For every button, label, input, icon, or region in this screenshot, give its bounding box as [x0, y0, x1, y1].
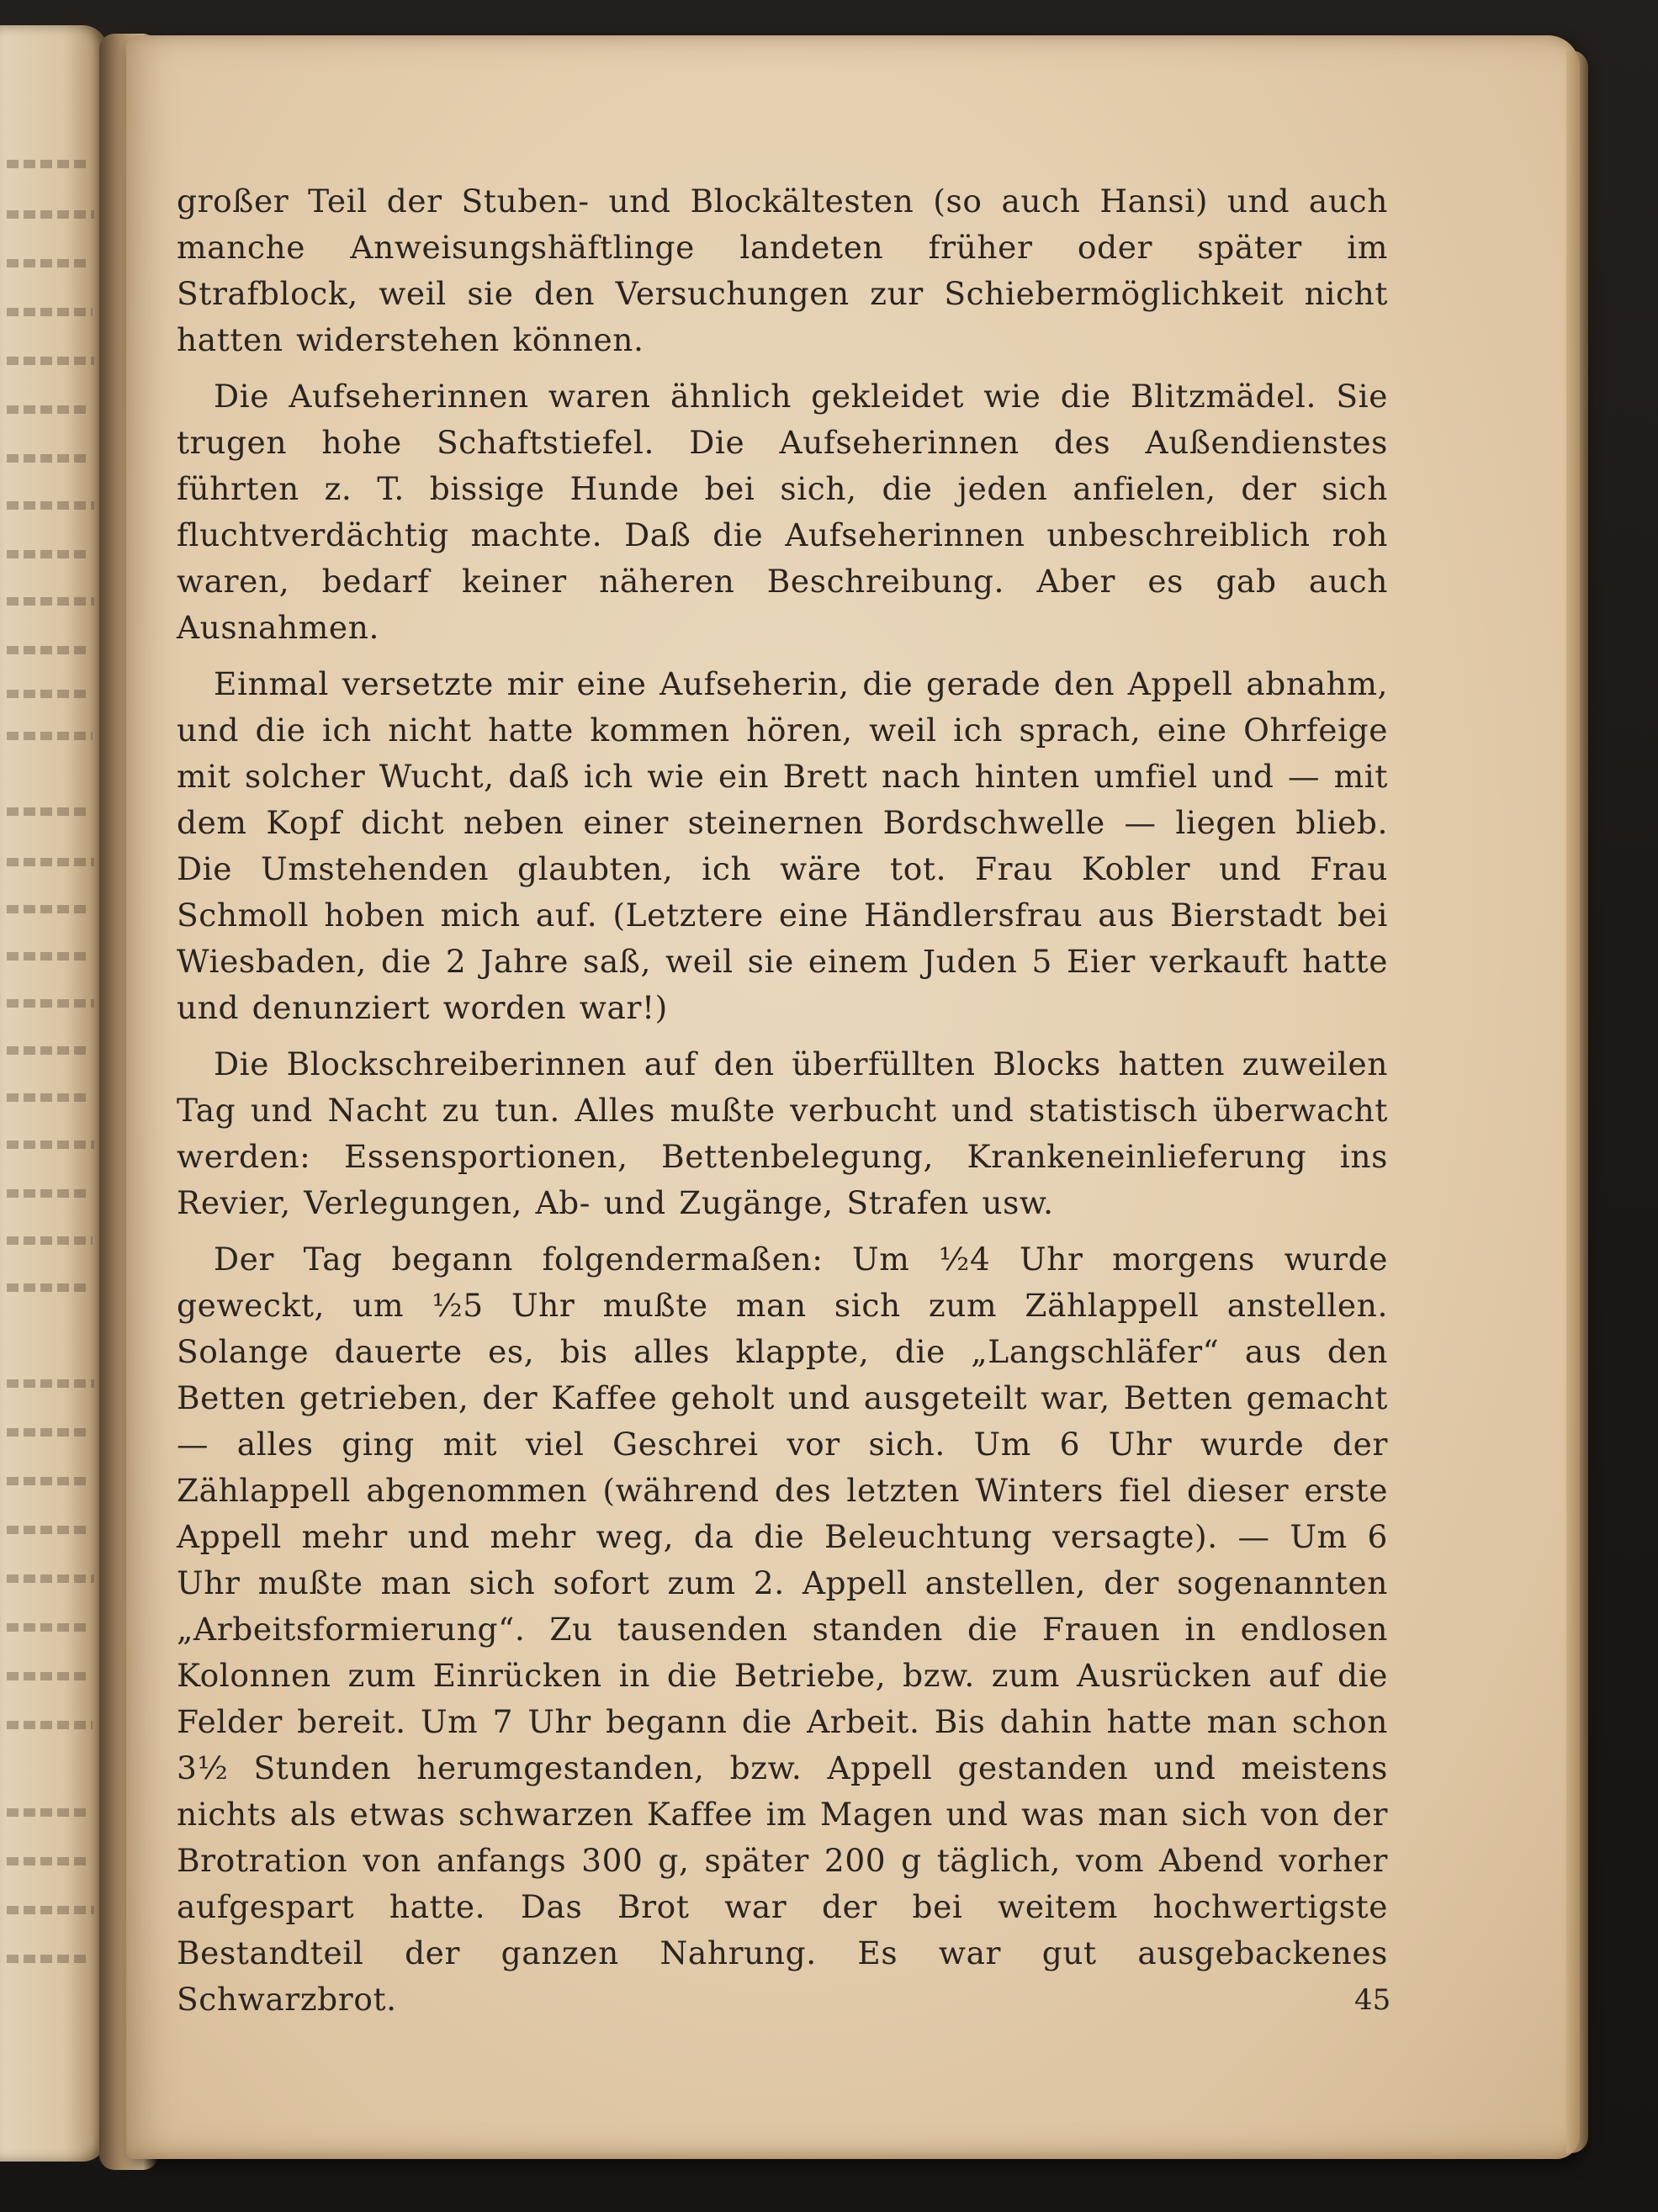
- ghost-text-line: [7, 1623, 91, 1632]
- ghost-text-line: [7, 1721, 93, 1729]
- ghost-text-line: [7, 1477, 91, 1485]
- previous-page-edge: [0, 25, 108, 2162]
- ghost-text-line: [7, 807, 89, 816]
- ghost-text-line: [7, 646, 91, 654]
- ghost-text-line: [7, 1672, 89, 1680]
- ghost-text-line: [7, 1046, 91, 1055]
- ghost-text-line: [7, 1093, 89, 1102]
- ghost-text-line: [7, 1526, 87, 1534]
- paragraph: Die Blockschreiberinnen auf den überfüllten Blocks hatten zuweilen Tag und Nacht zu tun. Alles mußte verbucht und statistisch überwacht werden: Essensportionen, Bettenbelegung, Krankeneinlieferung ins Revier, Verlegungen, Ab- und Zugänge, Strafen usw.: [177, 1045, 1388, 1221]
- ghost-text-line: [7, 357, 94, 365]
- ghost-text-line: [7, 454, 91, 463]
- ghost-text-line: [7, 952, 87, 960]
- ghost-text-line: [7, 1857, 87, 1865]
- ghost-text-line: [7, 550, 87, 558]
- page-text: [177, 178, 1391, 2033]
- ghost-text-line: [7, 690, 87, 698]
- ghost-text-line: [7, 1140, 94, 1149]
- paragraph: großer Teil der Stuben- und Blockältesten (so auch Hansi) und auch manche Anweisungshäftlinge landeten früher oder später im Strafblock, weil sie den Versuchungen zur Schiebermöglichkeit nicht hatten widerstehen können.: [177, 183, 1388, 358]
- page-number: 45: [1354, 1983, 1391, 2017]
- ghost-text-line: [7, 1428, 89, 1437]
- paragraph: Die Aufseherinnen waren ähnlich gekleidet wie die Blitzmädel. Sie trugen hohe Schaftstiefel. Die Aufseherinnen des Außendienstes führten z. T. bissige Hunde bei sich, die jeden anfielen, der sich fluchtverdächtig machte. Daß die Aufseherinnen unbeschreiblich roh waren, bedarf keiner näheren Beschreibung. Aber es gab auch Ausnahmen.: [177, 378, 1388, 646]
- ghost-text-line: [7, 308, 93, 316]
- ghost-text-line: [7, 1379, 94, 1388]
- ghost-text-line: [7, 1236, 93, 1245]
- ghost-text-line: [7, 1808, 91, 1817]
- ghost-text-line: [7, 160, 91, 168]
- ghost-text-line: [7, 259, 87, 267]
- ghost-text-line: [7, 210, 94, 219]
- ghost-text-line: [7, 1574, 94, 1583]
- paragraph: Der Tag begann folgendermaßen: Um ½4 Uhr morgens wurde geweckt, um ½5 Uhr mußte man sich zum Zählappell anstellen. Solange dauerte es, bis alles klappte, die „Langschläfer“ aus den Betten getrieben, der Kaffee geholt und ausgeteilt war, Betten gemacht — alles ging mit viel Geschrei vor sich. Um 6 Uhr wurde der Zählappell abgenommen (während des letzten Winters fiel dieser erste Appell mehr und mehr weg, da die Beleuchtung versagte). — Um 6 Uhr mußte man sich sofort zum 2. Appell anstellen, der sogenannten „Arbeitsformierung“. Zu tausenden standen die Frauen in endlosen Kolonnen zum Einrücken in die Betriebe, bzw. zum Ausrücken auf die Felder bereit. Um 7 Uhr begann die Arbeit. Bis dahin hatte man schon 3½ Stunden herumgestanden, bzw. Appell gestanden und meistens nichts als etwas schwarzen Kaffee im Magen und was man sich von der Brotration von anfangs 300 g, später 200 g täglich, vom Abend vorher aufgespart hatte. Das Brot war der bei weitem hochwertigste Bestandteil der ganzen Nahrung. Es war gut ausgebackenes Schwarzbrot.: [177, 1241, 1388, 2018]
- ghost-text-line: [7, 858, 94, 866]
- ghost-text-line: [7, 732, 93, 740]
- paragraph: Einmal versetzte mir eine Aufseherin, die gerade den Appell abnahm, und die ich nicht hatte kommen hören, weil ich sprach, eine Ohrfeige mit solcher Wucht, daß ich wie ein Brett nach hinten umfiel und — mit dem Kopf dicht neben einer steinernen Bordschwelle — liegen blieb. Die Umstehenden glaubten, ich wäre tot. Frau Kobler und Frau Schmoll hoben mich auf. (Letztere eine Händlersfrau aus Bierstadt bei Wiesbaden, die 2 Jahre saß, weil sie einem Juden 5 Eier verkauft hatte und denunziert worden war!): [177, 665, 1388, 1026]
- ghost-text-line: [7, 905, 91, 913]
- ghost-text-line: [7, 1955, 89, 1963]
- page-edge-shadow: [1566, 50, 1588, 2153]
- ghost-text-line: [7, 405, 89, 414]
- ghost-text-line: [7, 501, 94, 510]
- ghost-text-line: [7, 1283, 91, 1292]
- ghost-text-line: [7, 1189, 87, 1198]
- ghost-text-line: [7, 1906, 94, 1914]
- ghost-text-line: [7, 999, 94, 1008]
- ghost-text-line: [7, 597, 94, 606]
